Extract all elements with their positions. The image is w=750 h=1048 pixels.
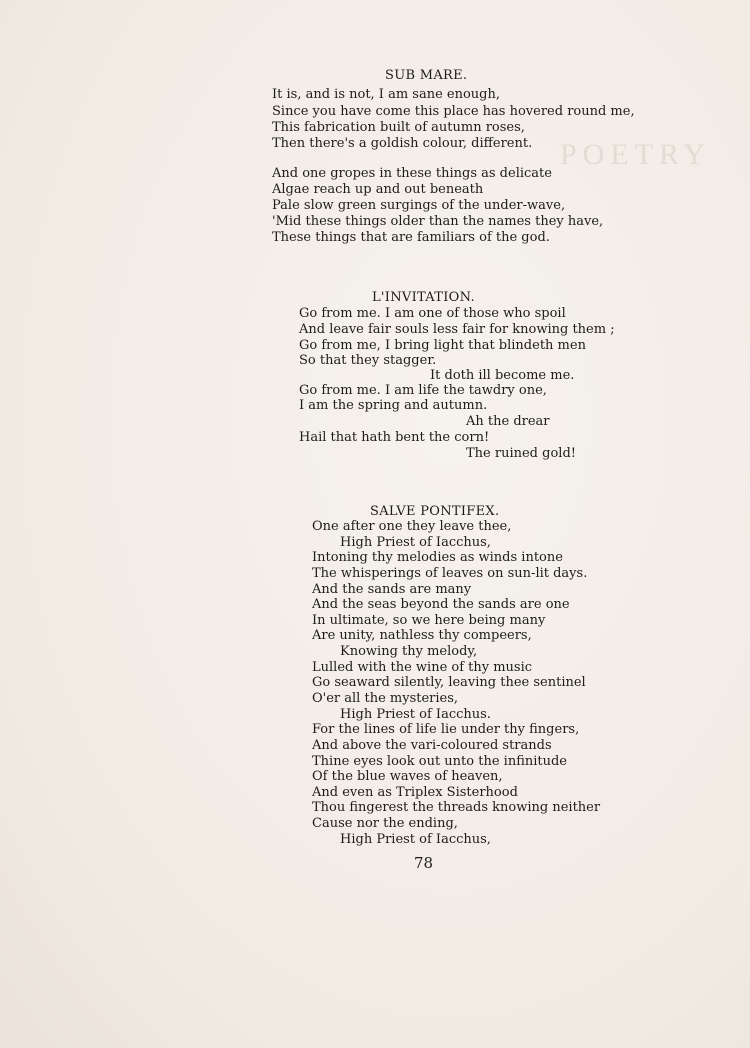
poem-line: In ultimate, so we here being many [312, 613, 546, 628]
poem-line: Ah the drear [466, 414, 550, 429]
poem-line: It is, and is not, I am sane enough, [272, 87, 501, 102]
poem-line: And the sands are many [312, 582, 472, 597]
poem-line: The whisperings of leaves on sun-lit days. [312, 566, 588, 581]
poem-line: It doth ill become me. [430, 368, 575, 383]
poem-line: So that they stagger. [299, 353, 437, 368]
poem-line: High Priest of Iacchus. [340, 707, 491, 722]
poem-line: Lulled with the wine of thy music [312, 660, 533, 675]
poem-line: For the lines of life lie under thy fingers, [312, 722, 580, 737]
poem-line: Thine eyes look out unto the infinitude [312, 754, 568, 769]
poem-line: Go from me, I bring light that blindeth men [299, 338, 586, 353]
poem-title-sub-mare: SUB MARE. [385, 68, 468, 83]
poem-line: High Priest of Iacchus, [340, 535, 491, 550]
page-number: 78 [414, 854, 434, 872]
poem-line: Cause nor the ending, [312, 816, 458, 831]
poem-line: 'Mid these things older than the names they have, [272, 214, 604, 229]
poem-line: Go seaward silently, leaving thee sentinel [312, 675, 586, 690]
poem-line: Thou fingerest the threads knowing neither [312, 800, 601, 815]
poem-line: Hail that hath bent the corn! [299, 430, 490, 445]
poem-line: And even as Triplex Sisterhood [312, 785, 518, 800]
poem-line: Are unity, nathless thy compeers, [312, 628, 532, 643]
poem-line: Then there's a goldish colour, different. [272, 136, 533, 151]
poem-line: The ruined gold! [466, 446, 576, 461]
poem-line: And one gropes in these things as delicate [272, 166, 552, 181]
poem-line: These things that are familiars of the god. [272, 230, 550, 245]
bleed-through-text: POETRY [560, 138, 712, 171]
poem-line: Intoning thy melodies as winds intone [312, 550, 563, 565]
poem-line: And the seas beyond the sands are one [312, 597, 570, 612]
poem-line: Pale slow green surgings of the under-wave, [272, 198, 566, 213]
poem-line: Knowing thy melody, [340, 644, 478, 659]
poem-title-salve-pontifex: SALVE PONTIFEX. [370, 504, 500, 519]
poem-line: I am the spring and autumn. [299, 398, 488, 413]
poem-line: O'er all the mysteries, [312, 691, 459, 706]
poem-line: High Priest of Iacchus, [340, 832, 491, 847]
poem-line: Go from me. I am life the tawdry one, [299, 383, 547, 398]
poem-line: And above the vari-coloured strands [312, 738, 552, 753]
poem-line: One after one they leave thee, [312, 519, 512, 534]
poem-line: Algae reach up and out beneath [272, 182, 484, 197]
poem-line: This fabrication built of autumn roses, [272, 120, 525, 135]
poem-line: Go from me. I am one of those who spoil [299, 306, 566, 321]
poem-line: Since you have come this place has hovered round me, [272, 104, 635, 119]
poem-line: Of the blue waves of heaven, [312, 769, 503, 784]
poem-line: And leave fair souls less fair for knowing them ; [299, 322, 615, 337]
poem-title-linvitation: L'INVITATION. [372, 290, 475, 305]
